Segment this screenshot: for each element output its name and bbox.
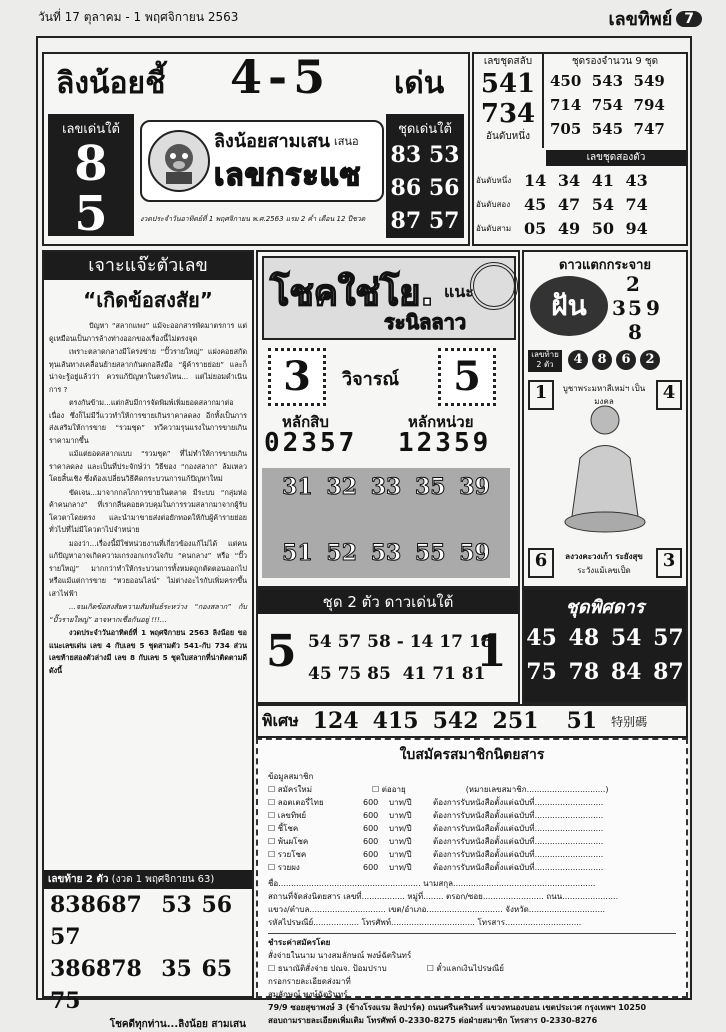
swap-set-panel	[474, 54, 544, 148]
two-digit-num: 47	[557, 194, 581, 214]
form-item-desc: ต้องการรับหนังสือตั้งแต่ฉบับที่...........................	[433, 863, 604, 872]
form-renew-no[interactable]: (หมายเลขสมาชิก...............................)	[465, 785, 609, 794]
star-num-right: 9	[646, 296, 660, 320]
swap-set-num-1: 541	[480, 69, 536, 99]
form-addr-3: 79/9 ซอยสุขาพงษ์ 3 (ข้างโรงแรม ลิงปาร์ค) ถนนศรีนครินทร์ แขวงหนองบอน เขตประเวศ กรุงเทพฯ 10250	[268, 1003, 647, 1012]
pisan-num: 54	[610, 625, 642, 651]
two-digit-num: 54	[591, 194, 614, 214]
star-bottom-caption: ลงวงคะวงเก้า ระยังสุข	[565, 552, 643, 561]
set2-row: 54 57 58 - 14 17 18	[308, 632, 493, 652]
units-digits: 12359	[398, 428, 492, 458]
article-paragraph: เพราะตลาดกลางมีโครงข่าย “ปั๊วรายใหญ่” แฝงคอยสกัดทุนเส้นทางเคลื่อนย้ายสลากกันตกอลึงมือ “ผู้ค้ารายย่อย” และก็น่าจะรู้อยู่แล้วว่า ควรแก้ปัญหาในตรงไหน... แต่ไม่ยอมดำเนินการ ?	[49, 347, 247, 394]
nine-set-num: 543	[591, 72, 624, 90]
brand-name: เลขทิพย์	[608, 9, 673, 30]
pisan-num: 78	[568, 659, 600, 685]
form-item-name: พ้นผโชค	[277, 837, 309, 846]
form-item-unit: บาท/ปี	[389, 837, 412, 846]
vijarn-label: วิจารณ์	[342, 369, 400, 390]
nine-set-num: 549	[633, 72, 665, 90]
set2-rows	[308, 626, 493, 690]
form-item-unit: บาท/ปี	[389, 811, 412, 820]
form-district-field[interactable]: แขวง/ตำบล.............................. เขต/อำเภอ.............................. จังหวัด..............................	[268, 905, 606, 914]
right-pick-num: 53	[428, 142, 460, 168]
form-item-unit: บาท/ปี	[389, 850, 412, 859]
nine-set-num: 794	[633, 96, 665, 114]
two-digit-num: 34	[557, 170, 581, 190]
article-pick-num: 75	[50, 988, 81, 1014]
right-pick-num: 56	[428, 175, 460, 201]
form-item-unit: บาท/ปี	[389, 863, 412, 872]
lucky-num: 51	[282, 540, 313, 566]
form-item[interactable]: ☐ ชี้โชค 600 บาท/ปี ต้องการรับหนังสือตั้งแต่ฉบับที่...........................	[268, 824, 604, 833]
two-digit-row	[474, 216, 686, 240]
star-corner-tr: 4	[656, 380, 682, 410]
two-digit-label: เลขชุดสองตัว	[546, 150, 686, 166]
form-renew-label: ต่ออายุ	[381, 785, 406, 794]
article-paragraph: มองว่า...เรื่องนี้มีใช่หน่วยงานที่เกี่ยวข้องแก้ไม่ได้ แต่คนแก้ปัญหาอาจเกิดความเกรงอกเกรงใจกับ “คนกลาง” หรือ “ปั๊วรายใหญ่” มากกว่าทำให้กระบวนการทั้งหมดถูกตัดตอนออกไป หรือแม้แต่การขาย “หวยออนไลน์” ไม่ต่างอะไรกับเพิ่มครกขึ้นเสาไฟฟ้า	[49, 538, 247, 598]
right-pick-panel	[386, 114, 464, 238]
form-item[interactable]: ☐ รวยผง 600 บาท/ปี ต้องการรับหนังสือตั้งแต่ฉบับที่...........................	[268, 863, 604, 872]
pisan-block	[522, 588, 688, 704]
top-title-tag: เด่น	[394, 66, 445, 101]
article-body	[44, 320, 252, 677]
special-num: 415	[372, 708, 419, 734]
article-pick-row	[50, 889, 252, 953]
lucky-num: 32	[326, 474, 358, 500]
issue-date: วันที่ 17 ตุลาคม - 1 พฤศจิกายน 2563	[38, 10, 239, 24]
article-pick-num: 53	[161, 892, 192, 918]
draw-caption: งวดประจำวันอาทิตย์ที่ 1 พฤศจิกายน พ.ศ.2563 แรม 2 ค่ำ เดือน 12 ปีชวด	[140, 215, 366, 223]
article-pick-row	[50, 953, 252, 1017]
form-item[interactable]: ☐ เลขทิพย์ 600 บาท/ปี ต้องการรับหนังสือตั้งแต่ฉบับที่...........................	[268, 811, 604, 820]
article-tail: งวดประจำวันอาทิตย์ที่ 1 พฤศจิกายน 2563 ลิงน้อย ขอแนะเลขเด่น เลข 4 กับเลข 5 ชุดสามตัว 541-กับ 734 ส่วนเลขท้ายสองตัวล่างมี เลข 8 กับเลข 5 ชุดใบสลากที่น่าติดตามดีดังนี้	[49, 628, 247, 675]
form-item-name: ชี้โชค	[277, 824, 299, 833]
lucky-num: 52	[326, 540, 358, 566]
two-digit-num: 74	[625, 194, 648, 214]
form-item-desc: ต้องการรับหนังสือตั้งแต่ฉบับที่...........................	[433, 837, 604, 846]
star-top-caption: บูชาพระมหาสีเหม่ฯ เป็นมงคล	[562, 384, 646, 406]
form-item-price: 600	[363, 824, 379, 833]
right-pick-num: 57	[428, 208, 460, 234]
pisan-num: 48	[568, 625, 600, 651]
article-pick-num: 57	[50, 924, 81, 950]
subscription-form	[256, 738, 688, 1025]
left-pick-panel	[48, 114, 134, 242]
nine-set-label: ชุดรองจำนวน 9 ชุด	[571, 56, 659, 67]
form-item[interactable]: ☐ รวยโชค 600 บาท/ปี ต้องการรับหนังสือตั้งแต่ฉบับที่...........................	[268, 850, 604, 859]
right-pick-row	[386, 139, 464, 172]
star-num-left: 3	[612, 296, 626, 320]
deity-figure-icon	[560, 398, 650, 538]
two-digit-num: 50	[591, 218, 614, 238]
star-lt-num: 6	[616, 350, 636, 370]
nine-set-num: 754	[591, 96, 624, 114]
lucky-num: 39	[459, 474, 490, 500]
tens-digits: 02357	[264, 428, 358, 458]
two-digit-num: 43	[625, 170, 648, 190]
lucky-block	[256, 250, 520, 588]
two-digit-num: 14	[524, 170, 547, 190]
article-sign: โชคดีทุกท่าน...ลิงน้อย สามเสน	[109, 1019, 246, 1030]
form-new-option[interactable]: ☐ สมัครใหม่	[268, 785, 312, 794]
form-item[interactable]: ☐ พ้นผโชค 600 บาท/ปี ต้องการรับหนังสือตั้งแต่ฉบับที่...........................	[268, 837, 604, 846]
form-item-desc: ต้องการรับหนังสือตั้งแต่ฉบับที่...........................	[433, 824, 604, 833]
star-num-top: 2	[626, 272, 640, 296]
article-pick-num: 86	[80, 892, 112, 918]
lucky-logo-tag: แนะ	[444, 282, 474, 301]
two-digit-num: 45	[524, 194, 547, 214]
tens-label: หลักสิบ	[282, 413, 329, 431]
star-logo: ฝัน	[530, 276, 608, 336]
logo-line-2: เลขกระแซ	[214, 158, 362, 193]
star-num-mid: 5	[628, 296, 642, 320]
nine-set-row	[550, 117, 684, 141]
form-item-name: เลขทิพย์	[277, 811, 307, 820]
article-box-title: เลขท้าย 2 ตัว	[48, 874, 109, 885]
right-pick-row	[386, 205, 464, 238]
star-footer: ระวังแม้เลขเป็ด	[577, 566, 631, 575]
set2-right: 1	[476, 626, 507, 677]
set2-block	[256, 588, 520, 704]
star-lt-row	[568, 350, 660, 370]
pisan-num: 45	[526, 625, 557, 651]
pisan-num: 75	[526, 659, 557, 685]
article-paragraph: แม้แต่ยอดสลากแบบ “รวมชุด” ที่ไม่ทำให้การขายเกินราคาลดลง และเป็นที่ประจักษ์ว่า วิธีของ “กองสลาก” ล้มเหลวโดยสิ้นเชิง ซึ่งต้องเปลี่ยนวิธีคิดกระบวนการแก้ปัญหาใหม่	[49, 449, 247, 483]
nine-set-num: 545	[591, 120, 624, 138]
nine-set-num: 747	[633, 120, 665, 138]
swap-set-label: เลขชุดสลับ	[483, 56, 533, 67]
set2-left: 5	[266, 626, 297, 677]
pisan-row	[524, 655, 686, 689]
article-pick-box	[44, 870, 252, 1032]
lucky-num: 59	[459, 540, 490, 566]
logo-badge	[140, 120, 384, 202]
right-pick-label: ชุดเด่นใต้	[398, 122, 452, 137]
form-item-unit: บาท/ปี	[389, 798, 412, 807]
form-item-desc: ต้องการรับหนังสือตั้งแต่ฉบับที่...........................	[433, 850, 604, 859]
left-pick-num-1: 8	[74, 136, 108, 192]
special-num: 124	[312, 708, 359, 734]
star-lt-label: เลขท้าย 2 ตัว	[528, 350, 562, 372]
nine-set-panel	[546, 54, 684, 141]
star-block	[522, 250, 688, 588]
form-pay-2-label: ธนาณัติสั่งจ่าย ปณจ. ป้อมปราบ	[277, 964, 387, 973]
star-corner-br: 3	[656, 548, 682, 578]
form-item-price: 600	[363, 811, 379, 820]
article-paragraph: ...จนเกิดข้อสงสัยความสัมพันธ์ระหว่าง “กองสลาก” กับ “ปั๊วรายใหญ่” อาจหากเชื่อกันอยู่ !!!...	[49, 602, 247, 624]
article-paragraph: ขัดเจน...มาจากกลไกการขายในตลาด มีระบบ “กลุ่มห่อค้าคนกลาง” ที่เรากลืนคอยควบคุมในการรวมสลากมาจากผู้รับโควตาโดยตรง และนำมาขายส่งต่อยักทอดให้กับผู้ค้ารายย่อยทั่วไปที่ไม่มีโควตาไปจำหน่าย	[49, 487, 247, 534]
article-pick-num: 38	[50, 956, 81, 982]
form-item-name: รวยผง	[277, 863, 300, 872]
form-title: ใบสมัครสมาชิกนิตยสาร	[399, 747, 545, 763]
lucky-num: 31	[282, 474, 313, 500]
article-paragraph: ปัญหา “สลากแพง” แม้จะออกสารพัดมาตรการ แต่ดูเหมือนเป็นการล้างท่างออกของเรื่องนี้ไม่ตรงจุด	[49, 321, 247, 343]
set2-title: ชุด 2 ตัว ดาวเด่นใต้	[258, 590, 518, 614]
nine-set-num: 705	[550, 120, 582, 138]
pisan-row	[524, 621, 686, 655]
form-item-price: 600	[363, 837, 379, 846]
star-corner-bl: 6	[528, 548, 554, 578]
form-pay-label: ชำระค่าสมัครโดย	[268, 938, 331, 947]
form-renew-option[interactable]: ☐ ต่ออายุ	[371, 785, 406, 794]
article-pick-num: 87	[111, 892, 142, 918]
special-tag: 特别碼	[611, 714, 648, 729]
star-title: ดาวแตกกระจาย	[558, 258, 652, 273]
right-pick-num: 86	[390, 175, 422, 201]
lucky-logo-text: โชคใช่โย.	[270, 273, 434, 314]
form-item-price: 600	[363, 863, 379, 872]
lucky-num: 53	[370, 540, 402, 566]
form-item-desc: ต้องการรับหนังสือตั้งแต่ฉบับที่...........................	[433, 798, 604, 807]
form-member-label: ข้อมูลสมาชิก	[268, 772, 314, 781]
two-digit-num: 41	[591, 170, 614, 190]
set2-group: 41 71 81	[402, 664, 486, 684]
pisan-num: 87	[653, 659, 684, 685]
lucky-logo	[262, 256, 516, 340]
form-item[interactable]: ☐ ลอตเตอรี่ไทย 600 บาท/ปี ต้องการรับหนังสือตั้งแต่ฉบับที่...........................	[268, 798, 604, 807]
set2-group: 45 75 85	[308, 664, 391, 684]
special-last: 51	[566, 708, 598, 734]
star-lt-num: 8	[592, 350, 612, 370]
form-pay-2[interactable]: ☐ ธนาณัติสั่งจ่าย ปณจ. ป้อมปราบ	[268, 964, 387, 973]
target-icon	[470, 262, 518, 310]
article-box-sub: (งวด 1 พฤศจิกายน 63)	[111, 874, 215, 885]
star-num-bottom: 8	[628, 320, 642, 344]
two-digit-rows	[474, 168, 686, 240]
article-pick-num: 78	[111, 956, 142, 982]
special-num: 251	[492, 708, 539, 734]
two-digit-num: 49	[557, 218, 581, 238]
star-lt-num: 2	[640, 350, 660, 370]
lucky-num: 55	[414, 540, 446, 566]
number-sets-block	[472, 52, 688, 246]
article-pick-num: 56	[201, 892, 233, 918]
form-pay-3[interactable]: ☐ ตั๋วแลกเงินไปรษณีย์	[426, 964, 504, 973]
two-digit-row	[474, 168, 686, 192]
form-postcode-field[interactable]: รหัสไปรษณีย์.................. โทรศัพท์................................. โทรสาร..............................	[268, 918, 582, 927]
special-num: 542	[432, 708, 479, 734]
lucky-logo-sub: ระนิลลาว	[384, 310, 467, 334]
logo-line-1b: เสนอ	[334, 135, 359, 148]
form-new-label: สมัครใหม่	[277, 785, 312, 794]
lucky-row	[262, 540, 510, 566]
form-item-unit: บาท/ปี	[389, 824, 412, 833]
units-label: หลักหน่วย	[408, 413, 474, 431]
set2-group: 14 17 18	[409, 632, 493, 652]
article-pick-num: 35	[161, 956, 192, 982]
page-frame	[36, 36, 692, 1030]
right-pick-num: 83	[390, 142, 422, 168]
two-digit-rank: อันดับสาม	[476, 223, 512, 233]
article-pick-num: 68	[80, 956, 112, 982]
top-pick-block	[42, 52, 470, 246]
article-pick-num: 65	[201, 956, 233, 982]
right-pick-num: 87	[390, 208, 422, 234]
two-digit-row	[474, 192, 686, 216]
right-pick-row	[386, 172, 464, 205]
swap-set-rank: อันดับหนึ่ง	[486, 131, 530, 142]
form-item-price: 600	[363, 850, 379, 859]
article-pick-num: 83	[50, 892, 81, 918]
two-digit-num: 05	[524, 218, 547, 238]
pisan-num: 84	[610, 659, 642, 685]
star-lt-num: 4	[568, 350, 588, 370]
set2-group: 54 57 58	[308, 632, 391, 652]
nine-set-num: 450	[550, 72, 582, 90]
lucky-num: 35	[414, 474, 446, 500]
form-item-name: รวยโชค	[277, 850, 307, 859]
pick-box-b: 5	[438, 348, 496, 406]
form-name-field[interactable]: ชื่อ........................................................ นามสกุล........................................................	[268, 879, 596, 888]
left-pick-label: เลขเด่นใต้	[62, 122, 120, 137]
lucky-num: 33	[370, 474, 402, 500]
swap-set-num-2: 734	[480, 99, 536, 129]
form-item-price: 600	[363, 798, 379, 807]
article-paragraph: ตรงกันข้าม...แต่กลับมีการจัดพิมพ์เพิ่มยอดสลากมาต่อเนื่อง ซึ่งก็ไม่มีวี่แววทำให้การขายเกินราคาลดลง อีกทั้งเป็นการส่งเสริมให้การขาย “รวมชุด” ทวีความรุนแรงในการขายเกินราคามากขึ้น	[49, 398, 247, 445]
nine-set-row	[550, 93, 684, 117]
lucky-row	[262, 474, 510, 500]
header-brand	[608, 4, 702, 33]
star-corner-tl: 1	[528, 380, 554, 410]
form-address-field[interactable]: สถานที่จัดส่งนิตยสาร เลขที่................. หมู่ที่........ ตรอก/ซอย........................ ถนน......................	[268, 892, 619, 901]
lucky-rows-band	[262, 468, 510, 578]
nine-set-num: 714	[550, 96, 582, 114]
special-row	[256, 704, 688, 738]
form-addr-2: สมลักษณ์ พงษ์ฉัตรินทร์	[268, 990, 348, 999]
form-item-name: ลอตเตอรี่ไทย	[277, 798, 324, 807]
form-item-desc: ต้องการรับหนังสือตั้งแต่ฉบับที่...........................	[433, 811, 604, 820]
two-digit-rank: อันดับสอง	[476, 199, 511, 209]
article-head: เจาะแจ๊ะตัวเลข	[44, 252, 252, 280]
form-addr-1: กรอกรายละเอียดส่งมาที่	[268, 977, 351, 986]
form-addr-4: สอบถามรายละเอียดเพิ่มเติม โทรศัพท์ 0-2330-8275 ต่อฝ่ายสมาชิก โทรสาร 0-2330-8276	[268, 1016, 598, 1025]
left-pick-num-2: 5	[74, 186, 108, 242]
form-pay-1: สั่งจ่ายในนาม นางสมลักษณ์ พงษ์ฉัตรินทร์	[268, 951, 412, 960]
nine-set-row	[550, 69, 684, 93]
pisan-title: ชุดพิศดาร	[565, 597, 645, 618]
pick-box-a: 3	[268, 348, 326, 406]
logo-line-1: ลิงน้อยสามเสน	[214, 131, 330, 152]
two-digit-num: 94	[625, 218, 648, 238]
form-pay-3-label: ตั๋วแลกเงินไปรษณีย์	[436, 964, 504, 973]
top-title-nums: 4-5	[230, 50, 332, 104]
two-digit-rank: อันดับหนึ่ง	[476, 175, 512, 185]
article-title: “เกิดข้อสงสัย”	[83, 288, 213, 312]
pisan-num: 57	[653, 625, 684, 651]
set2-row	[308, 658, 493, 690]
monkey-logo-icon	[148, 130, 210, 192]
top-title: ลิงน้อยชี้	[56, 66, 166, 101]
article-column	[42, 250, 254, 1030]
page-number: 7	[676, 11, 702, 27]
special-label: พิเศษ	[262, 710, 299, 730]
